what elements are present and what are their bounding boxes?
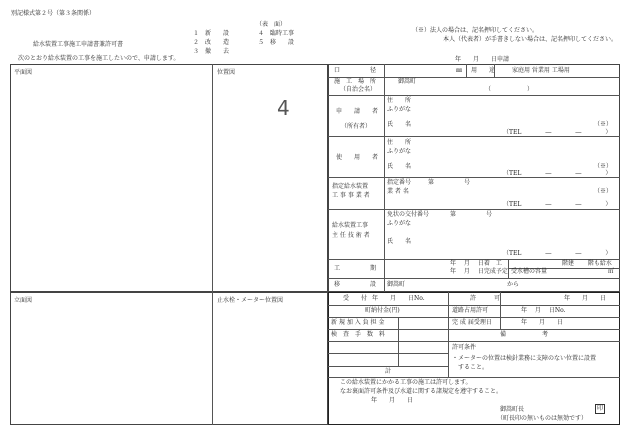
- license-number[interactable]: 第 号: [450, 211, 493, 218]
- user-tel[interactable]: （TEL ― ― ）: [503, 170, 612, 177]
- inspect-fee-label: 検 査 手 数 料: [331, 331, 386, 338]
- received-date[interactable]: 年 月 日No.: [372, 295, 425, 302]
- site-paren[interactable]: （ ）: [485, 86, 534, 93]
- period-start[interactable]: 年 月 日着 工: [450, 260, 502, 267]
- apply-date: 年 月 日申請: [455, 56, 510, 63]
- chief-label-2: 主 任 技 術 者: [332, 232, 370, 239]
- business-tel[interactable]: （TEL ― ― ）: [503, 201, 612, 208]
- tank-unit: ㎥: [608, 268, 615, 275]
- applicant-seal: （※）: [594, 121, 613, 128]
- applicant-name: 氏 名: [387, 121, 412, 128]
- note-corporate: （※）法人の場合は、記名押印してください。: [412, 27, 539, 34]
- user-furigana: ふりがな: [387, 148, 412, 155]
- floors[interactable]: 階建 階も給水: [562, 260, 612, 267]
- location-label: 位置図: [217, 69, 236, 76]
- user-address: 住 所: [387, 139, 412, 146]
- use-options[interactable]: 家庭用 営業用 工場用: [512, 67, 570, 74]
- business-name-label: 業 者 名: [387, 188, 409, 195]
- town-fee-label: 町納付金(円): [365, 307, 400, 314]
- condition-1: ・メーターの位置は検針業務に支障のない位置に設置: [452, 355, 597, 362]
- user-seal: （※）: [594, 163, 613, 170]
- use-label: 用 途: [471, 67, 496, 74]
- permit-date[interactable]: 年 月 日: [564, 295, 607, 302]
- approve-text-1: この給水装置にかかる工事の施工は許可します。: [340, 379, 472, 386]
- mayor-note: （町長印の無いものは無効です）: [497, 415, 588, 422]
- new-burden-label: 新 規 加 入 負 担 金: [331, 319, 385, 326]
- user-name: 氏 名: [387, 163, 412, 170]
- front-label: （表 面）: [256, 21, 287, 28]
- received-label: 受 付: [343, 295, 368, 302]
- tank-label: 受水槽の容量: [511, 268, 548, 275]
- applicant-tel[interactable]: （TEL ― ― ）: [503, 129, 612, 136]
- caliber-unit: ㎜: [456, 67, 463, 74]
- license-label: 免状の交付番号: [387, 211, 430, 218]
- intro-text: 次のとおり給水装置の工事を施工したいので、申請します。: [18, 55, 180, 62]
- elevation-divider: [212, 292, 213, 425]
- mayor-label: 御嵩町長: [500, 406, 525, 413]
- approve-text-2: なお裏面許可条件及び水道に関する諸規定を遵守すること。: [340, 388, 503, 395]
- applicant-label: 申 請 者: [336, 108, 379, 115]
- business-seal: （※）: [594, 188, 613, 195]
- period-end[interactable]: 年 月 日完成予定: [450, 268, 508, 275]
- chief-name: 氏 名: [387, 238, 412, 245]
- application-form: [328, 64, 620, 292]
- user-label: 使 用 者: [336, 154, 379, 161]
- condition-2: すること。: [452, 364, 489, 371]
- conditions-label: 許可条件: [452, 344, 477, 351]
- applicant-address: 住 所: [387, 97, 412, 104]
- designated-label-1: 指定給水装置: [332, 183, 369, 190]
- option-new: １ 新 設: [193, 30, 230, 37]
- designated-number[interactable]: 第 号: [428, 179, 471, 186]
- road-permit-label: 道路占用許可: [452, 307, 489, 314]
- relocate-town: 御嵩町: [387, 281, 406, 288]
- site-sub-label: （自治会名）: [340, 86, 377, 93]
- applicant-furigana: ふりがな: [387, 106, 412, 113]
- relocate-label: 移 設: [334, 281, 377, 288]
- completion-label: 完 成 届受理日: [452, 319, 492, 326]
- handwritten-mark: 4: [277, 96, 290, 120]
- chief-furigana: ふりがな: [387, 220, 412, 227]
- caliber-label: 口 径: [334, 67, 377, 74]
- form-number: 別記様式第２号（第３条関係）: [11, 10, 96, 17]
- site-town: 御嵩町: [398, 78, 417, 85]
- designated-number-label: 指定番号: [387, 179, 412, 186]
- plan-label: 平面図: [14, 69, 33, 76]
- relocate-from: から: [507, 281, 520, 288]
- chief-tel[interactable]: （TEL ― ― ）: [503, 250, 612, 257]
- approve-date[interactable]: 年 月 日: [371, 397, 414, 404]
- period-label: 工 期: [334, 265, 377, 272]
- site-label: 施 工 場 所: [334, 78, 377, 85]
- elevation-area[interactable]: [10, 292, 328, 425]
- option-relocate: ５ 移 設: [258, 39, 295, 46]
- chief-label-1: 給水装置工事: [332, 222, 369, 229]
- permit-label: 許 可: [470, 295, 501, 302]
- option-remove: ３ 撤 去: [193, 48, 230, 55]
- completion-date[interactable]: 年 月 日: [521, 319, 564, 326]
- option-temporary: ４ 臨時工事: [258, 30, 295, 37]
- remarks-label: 備 考: [500, 331, 549, 338]
- road-permit-value[interactable]: 年 月 日No.: [521, 307, 566, 314]
- total-label: 計: [385, 368, 392, 375]
- elevation-label: 立面図: [14, 297, 33, 304]
- plan-divider: [212, 64, 213, 292]
- note-stamp: 本人（代表者）が手書きしない場合は、記名押印してください。: [443, 36, 618, 43]
- meter-label: 止水栓・メーター位置図: [217, 297, 284, 304]
- form-title: 給水装置工事施工申請書兼許可書: [33, 41, 124, 48]
- mayor-stamp: 印: [596, 405, 603, 412]
- designated-label-2: 工 事 事 業 者: [332, 192, 370, 199]
- owner-label: （所有者）: [341, 123, 372, 130]
- option-modify: ２ 改 造: [193, 39, 230, 46]
